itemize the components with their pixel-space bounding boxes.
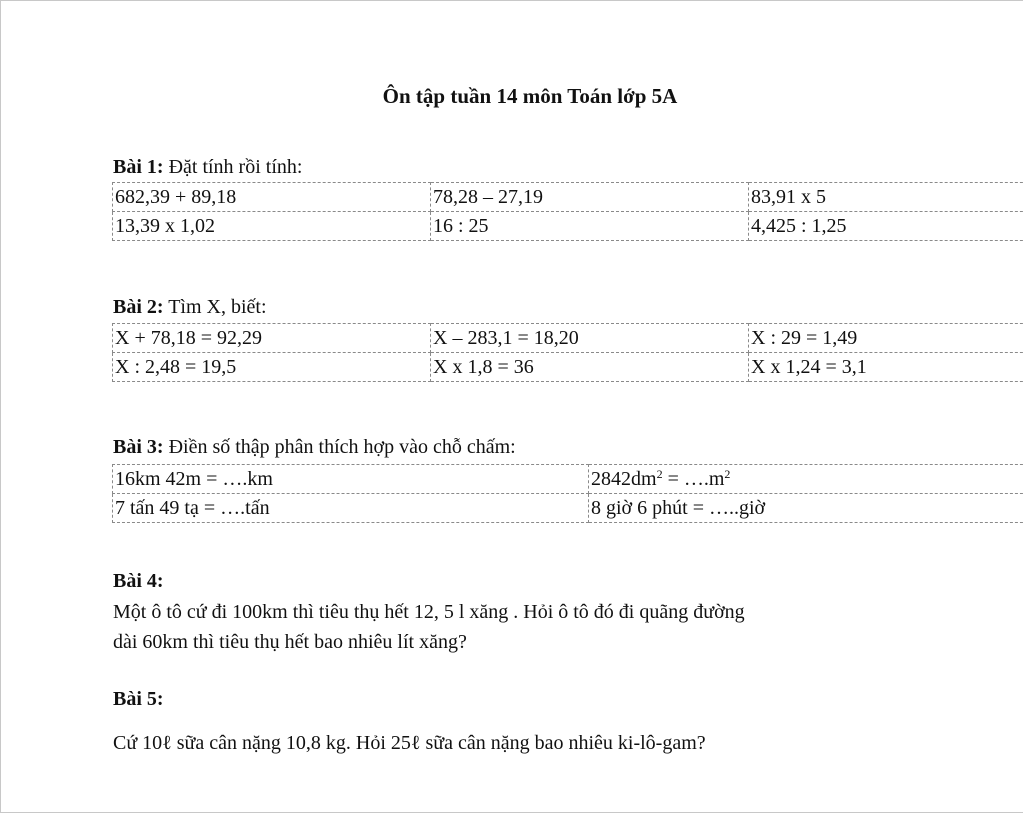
exercise-4-heading: [113, 570, 164, 593]
table-cell: X x 1,24 = 3,1: [749, 353, 1024, 382]
superscript: 2: [656, 466, 663, 481]
exercise-2-label: Bài 2:: [113, 296, 164, 318]
table-cell: [589, 465, 1024, 494]
superscript: 2: [724, 466, 731, 481]
exercise-3-table: [112, 464, 1024, 523]
table-cell: X x 1,8 = 36: [431, 353, 749, 382]
exercise-3-instruction: Điền số thập phân thích hợp vào chỗ chấm:: [163, 436, 516, 458]
table-row: [113, 183, 1024, 212]
table-cell: X – 283,1 = 18,20: [431, 324, 749, 353]
document-title: Ôn tập tuần 14 môn Toán lớp 5A: [382, 84, 678, 108]
table-row: [113, 324, 1024, 353]
exercise-2-heading: [113, 296, 267, 319]
table-cell: 4,425 : 1,25: [749, 212, 1024, 241]
exercise-4-label: Bài 4:: [113, 570, 164, 592]
table-row: [113, 212, 1024, 241]
cell-text: 2842dm: [591, 467, 657, 490]
text-line: dài 60km thì tiêu thụ hết bao nhiêu lít xăng?: [113, 631, 467, 653]
table-cell: X + 78,18 = 92,29: [113, 324, 431, 353]
exercise-5-heading: [113, 688, 164, 711]
exercise-5-text: Cứ 10ℓ sữa cân nặng 10,8 kg. Hỏi 25ℓ sữa cân nặng bao nhiêu ki-lô-gam?: [113, 732, 706, 754]
exercise-2-instruction: Tìm X, biết:: [163, 296, 267, 318]
table-cell: 78,28 – 27,19: [431, 183, 749, 212]
exercise-2-table: [112, 323, 1024, 382]
table-row: [113, 494, 1024, 523]
exercise-1-table: [112, 182, 1024, 241]
exercise-1-heading: [113, 156, 302, 179]
exercise-3-heading: [113, 436, 516, 459]
cell-text: = ….m: [662, 467, 725, 490]
exercise-4-text: [113, 597, 993, 657]
table-cell: 682,39 + 89,18: [113, 183, 431, 212]
text-line: Một ô tô cứ đi 100km thì tiêu thụ hết 12, 5 l xăng . Hỏi ô tô đó đi quãng đường: [113, 601, 745, 623]
table-cell: 13,39 x 1,02: [113, 212, 431, 241]
table-row: [113, 353, 1024, 382]
exercise-5-label: Bài 5:: [113, 688, 164, 710]
table-cell: X : 29 = 1,49: [749, 324, 1024, 353]
table-cell: X : 2,48 = 19,5: [113, 353, 431, 382]
table-row: [113, 465, 1024, 494]
table-cell: 7 tấn 49 tạ = ….tấn: [113, 494, 589, 523]
table-cell: 16km 42m = ….km: [113, 465, 589, 494]
exercise-1-label: Bài 1:: [113, 156, 164, 178]
table-cell: 16 : 25: [431, 212, 749, 241]
table-cell: 8 giờ 6 phút = …..giờ: [589, 494, 1024, 523]
exercise-1-instruction: Đặt tính rồi tính:: [163, 156, 303, 178]
exercise-3-label: Bài 3:: [113, 436, 164, 458]
table-cell: 83,91 x 5: [749, 183, 1024, 212]
